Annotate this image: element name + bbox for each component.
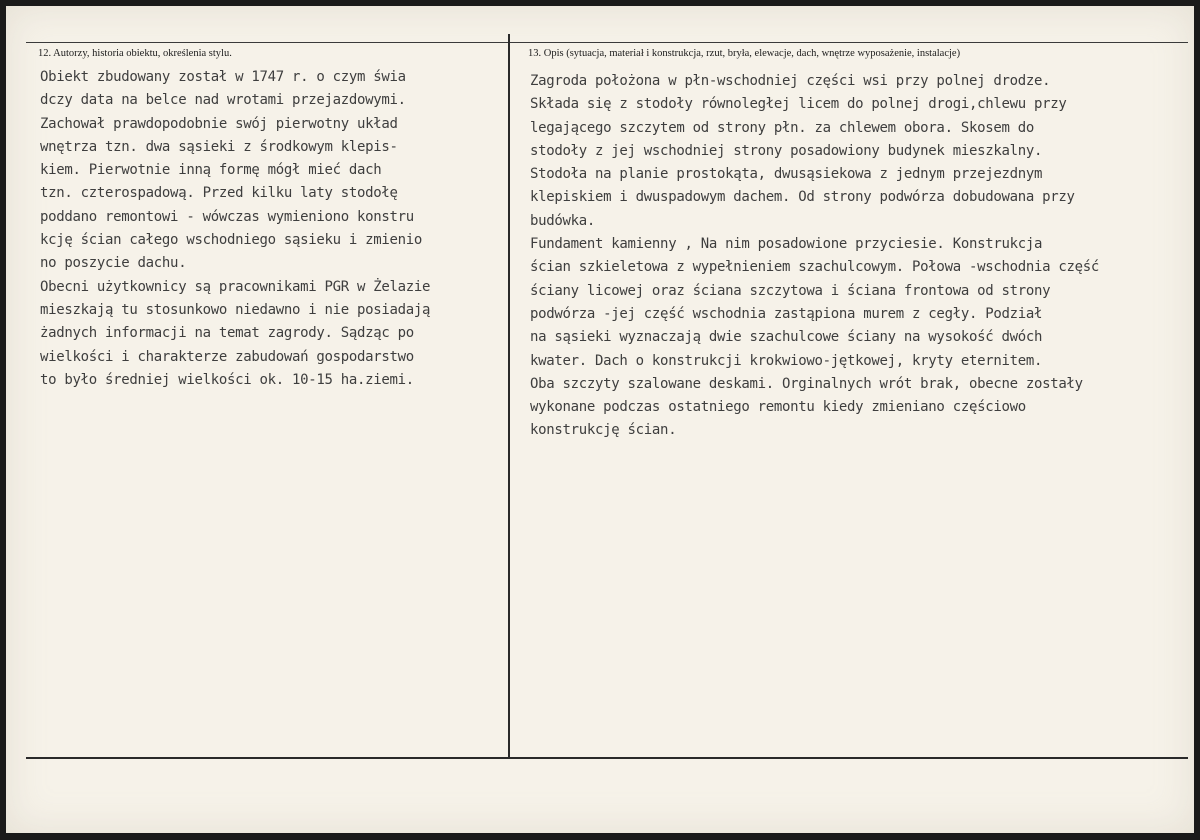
text-line: Oba szczyty szalowane deskami. Orginalnych wrót brak, obecne zostały (530, 375, 1083, 392)
text-line: legającego szczytem od strony płn. za chlewem obora. Skosem do (530, 119, 1034, 136)
section-13-text (530, 70, 1188, 443)
text-line: wykonane podczas ostatniego remontu kiedy zmieniano częściowo (530, 399, 1026, 416)
text-line: Stodoła na planie prostokąta, dwusąsiekowa z jednym przejezdnym (530, 166, 1043, 183)
text-line: ścian szkieletowa z wypełnieniem szachulcowym. Połowa -wschodnia część (530, 259, 1100, 276)
text-line: to było średniej wielkości ok. 10-15 ha.ziemi. (40, 371, 414, 388)
text-line: tzn. czterospadową. Przed kilku laty stodołę (40, 185, 398, 202)
text-line: mieszkają tu stosunkowo niedawno i nie posiadają (40, 301, 431, 318)
text-line: no poszycie dachu. (40, 255, 187, 272)
text-line: Zagroda położona w płn-wschodniej części wsi przy polnej drodze. (530, 73, 1051, 89)
text-line: Zachował prawdopodobnie swój pierwotny układ (40, 115, 398, 132)
text-line: Fundament kamienny , Na nim posadowione przyciesie. Konstrukcja (530, 236, 1043, 253)
text-line: budówka. (530, 212, 596, 229)
section-12-text (40, 66, 502, 392)
text-line: podwórza -jej część wschodnia zastąpiona murem z cegły. Podział (530, 305, 1043, 322)
text-line: kiem. Pierwotnie inną formę mógł mieć dach (40, 162, 382, 179)
text-line: wielkości i charakterze zabudowań gospodarstwo (40, 348, 414, 365)
top-rule (26, 42, 1188, 43)
text-line: Składa się z stodoły równoległej licem do polnej drogi,chlewu przy (530, 96, 1067, 113)
text-line: Obecni użytkownicy są pracownikami PGR w Żelazie (40, 278, 431, 295)
text-line: stodoły z jej wschodniej strony posadowiony budynek mieszkalny. (530, 142, 1043, 159)
text-line: dczy data na belce nad wrotami przejazdowymi. (40, 92, 406, 109)
text-line: na sąsieki wyznaczają dwie szachulcowe ściany na wysokość dwóch (530, 329, 1043, 346)
text-line: wnętrza tzn. dwa sąsieki z środkowym klepis- (40, 138, 398, 155)
text-line: konstrukcję ścian. (530, 422, 677, 439)
section-13-heading: 13. Opis (sytuacja, materiał i konstrukcja, rzut, bryła, elewacje, dach, wnętrze wyposażenie, instalacje) (528, 48, 961, 59)
text-line: kwater. Dach o konstrukcji krokwiowo-jętkowej, kryty eternitem. (530, 352, 1043, 369)
text-line: poddano remontowi - wówczas wymieniono konstru (40, 208, 414, 225)
text-line: klepiskiem i dwuspadowym dachem. Od strony podwórza dobudowana przy (530, 189, 1075, 206)
text-line: kcję ścian całego wschodniego sąsieku i zmienio (40, 232, 423, 249)
text-line: żadnych informacji na temat zagrody. Sądząc po (40, 325, 414, 342)
column-divider (508, 34, 510, 758)
text-line: Obiekt zbudowany został w 1747 r. o czym świa (40, 69, 406, 85)
text-line: ściany licowej oraz ściana szczytowa i ściana frontowa od strony (530, 282, 1051, 299)
section-12-heading: 12. Autorzy, historia obiektu, określenia stylu. (38, 48, 232, 59)
bottom-rule (26, 757, 1188, 759)
